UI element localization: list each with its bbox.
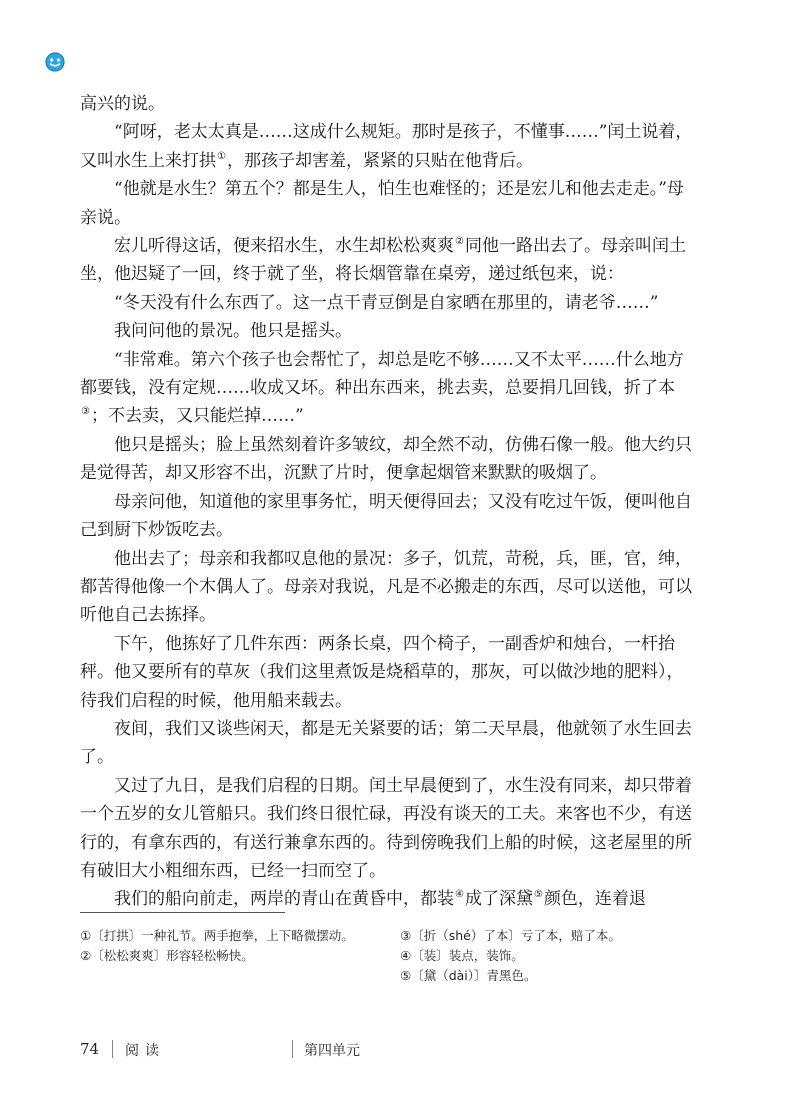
body-paragraph: “非常难。第六个孩子也会帮忙了，却总是吃不够……又不太平……什么地方都要钱，没有定规……收成又坏。种出东西来，挑去卖，总要捐几回钱，折了本③；不去卖，又只能烂掉……” bbox=[80, 349, 684, 427]
page-number: 74 bbox=[80, 1040, 100, 1058]
main-text bbox=[80, 90, 698, 914]
footnote-marker: ④ bbox=[455, 889, 464, 901]
footnote-marker: ③ bbox=[81, 406, 90, 418]
footnotes-right-column bbox=[400, 926, 700, 986]
footnote-item: ③〔折（shé）了本〕亏了本，赔了本。 bbox=[400, 928, 621, 943]
footnote-item: ⑤〔黛（dài）〕青黑色。 bbox=[400, 968, 537, 983]
body-paragraph: 母亲问他，知道他的家里事务忙，明天便得回去；又没有吃过午饭，便叫他自己到厨下炒饭吃去。 bbox=[80, 491, 692, 541]
body-paragraph: 他出去了；母亲和我都叹息他的景况：多子，饥荒，苛税，兵，匪，官，绅，都苦得他像一个木偶人了。母亲对我说，凡是不必搬走的东西，尽可以送他，可以听他自己去拣择。 bbox=[80, 548, 692, 626]
footer-divider bbox=[292, 1040, 293, 1058]
page-footer bbox=[80, 1038, 700, 1062]
body-paragraph: “冬天没有什么东西了。这一点干青豆倒是自家晒在那里的，请老爷……” bbox=[114, 292, 659, 313]
footer-section-label: 阅读 bbox=[125, 1043, 165, 1059]
footnotes-left-column bbox=[80, 926, 370, 966]
footnote-marker: ② bbox=[455, 236, 464, 248]
smiley-icon bbox=[44, 51, 66, 77]
footnote-item: ④〔装〕装点，装饰。 bbox=[400, 948, 524, 963]
body-paragraph: 我问问他的景况。他只是摇头。 bbox=[114, 321, 352, 342]
body-paragraph: 他只是摇头；脸上虽然刻着许多皱纹，却全然不动，仿佛石像一般。他大约只是觉得苦，却又形容不出，沉默了片时，便拿起烟管来默默的吸烟了。 bbox=[80, 434, 692, 484]
footnote-marker: ① bbox=[217, 150, 226, 162]
body-paragraph: “阿呀，老太太真是……这成什么规矩。那时是孩子，不懂事……”闰土说着，又叫水生上来打拱①，那孩子却害羞，紧紧的只贴在他背后。 bbox=[80, 122, 693, 171]
body-paragraph: “他就是水生？第五个？都是生人，怕生也难怪的；还是宏儿和他去走走。”母亲说。 bbox=[80, 179, 684, 228]
footnote-item: ①〔打拱〕一种礼节。两手抱拳，上下略微摆动。 bbox=[80, 928, 354, 943]
body-paragraph: 下午，他拣好了几件东西：两条长桌，四个椅子，一副香炉和烛台，一杆抬秤。他又要所有的草灰（我们这里煮饭是烧稻草的，那灰，可以做沙地的肥料），待我们启程的时候，他用船来载去。 bbox=[80, 633, 684, 711]
body-paragraph: 宏儿听得这话，便来招水生，水生却松松爽爽②同他一路出去了。母亲叫闰土坐，他迟疑了一回，终于就了坐，将长烟管靠在桌旁，递过纸包来，说： bbox=[80, 236, 686, 285]
body-paragraph: 又过了九日，是我们启程的日期。闰土早晨便到了，水生没有同来，却只带着一个五岁的女儿管船只。我们终日很忙碌，再没有谈天的工夫。来客也不少，有送行的，有拿东西的，有送行兼拿东西的。待到傍晚我们上船的时候，这老屋里的所有破旧大小粗细东西，已经一扫而空了。 bbox=[80, 775, 692, 881]
footnote-divider bbox=[80, 912, 285, 913]
footnote-marker: ⑤ bbox=[533, 889, 543, 901]
footer-divider bbox=[112, 1040, 113, 1058]
body-paragraph: 我们的船向前走，两岸的青山在黄昏中，都装④成了深黛⑤颜色，连着退 bbox=[114, 889, 646, 910]
footer-unit-label: 第四单元 bbox=[304, 1043, 360, 1059]
body-paragraph: 高兴的说。 bbox=[80, 94, 165, 114]
footnote-item: ②〔松松爽爽〕形容轻松畅快。 bbox=[80, 948, 254, 963]
body-paragraph: 夜间，我们又谈些闲天，都是无关紧要的话；第二天早晨，他就领了水生回去了。 bbox=[80, 718, 692, 768]
